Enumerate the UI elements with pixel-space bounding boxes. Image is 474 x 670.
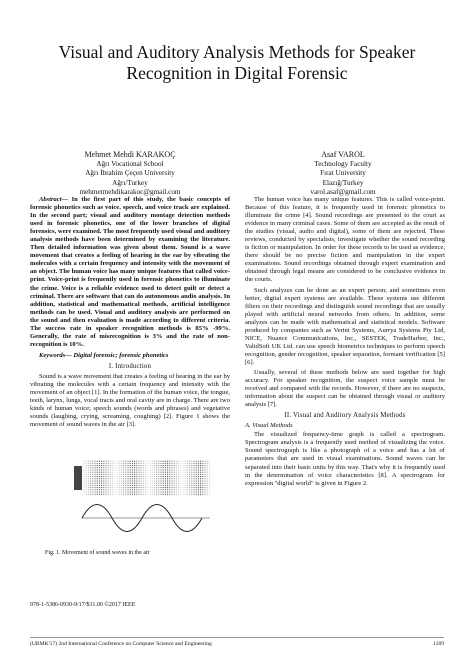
figure-caption: Fig. 1. Movement of sound waves in the air (45, 550, 150, 556)
body-paragraph: The visualized frequency-time graph is called a spectrogram. Spectrogram analysis is a frequently used method of visualizing the voice. Sound spectrograph is like a photograph of a voice and has a lot of parameters that are used in visual examinations. Sound waves can be separated into their basic units by this way. That's why it is frequently used in the determination of voice characteristics [8]. A spectrogram for expression "digital world" is given in Figure 2. (245, 431, 445, 487)
subsection-heading-visual: A. Visual Methods (245, 422, 293, 430)
keywords: Keywords— Digital forensic; forensic phonetics (39, 351, 169, 359)
body-paragraph: The human voice has many unique features. This is called voice-print. Because of this feature, it is frequently used in forensic phonetics to illuminate the crime [4]. Sound recordings are presented to the court as evidence in many criminal cases. Some of them are accepted as the result of the studies (visual, audio and digital), some of them are rejected. These reviews, conducted by specialists, investigate whether the sound recording is fiction or manipulation. In order for these records to be used as evidence, there should be no precise fiction and manipulation in the expert examinations. Sound recordings obtained through expert examination and obtained through legal means are considered to be conclusive evidence in the courts. (245, 196, 445, 284)
author-affiliation: Technology Faculty (314, 159, 372, 168)
conference-name: (UBMK'17) 2nd International Conference on Computer Science and Engineering (30, 641, 212, 647)
author-block-1 (30, 150, 230, 198)
author-affiliation: Ağrı İbrahim Çeçen University (85, 169, 175, 178)
author-block-2 (268, 150, 418, 198)
figure-sound-waves (72, 458, 212, 540)
author-location: Elazığ/Turkey (322, 178, 364, 187)
body-paragraph: Usually, several of these methods below are used together for high accuracy. For speaker recognition, the suspect voice sample must be received and compared with the records. However, if there are no suspects, information about the suspect can be obtained through visual or auditory analysis [7]. (245, 368, 445, 409)
speaker-source-icon (74, 466, 82, 490)
author-name: Mehmet Mehdi KARAKOÇ (84, 150, 176, 159)
author-location: Ağrı/Turkey (112, 178, 148, 187)
density-shading (82, 460, 210, 496)
section-heading-methods: II. Visual and Auditory Analysis Methods (284, 412, 406, 420)
section-heading-introduction: I. Introduction (108, 362, 152, 370)
footer-divider (30, 637, 444, 638)
copyright-notice: 978-1-5386-0930-9/17/$31.00 ©2017 IEEE (30, 602, 136, 608)
body-paragraph: Such analyzes can be done as an expert person; and sometimes even better, digital expert systems are available. These systems use different filters on their recordings and distinguish sound recordings that are usually played with artificial neural networks from others. In addition, some analyzes can be made with mathematical and statistical models. Software produced by companies such as Verint Systems, Aurrya Systems Pty Ltd, NICE, Nuance Communications, Inc., SESTEK, TradeHarbor, Inc., ValidSoft UK Ltd. can use speech biometrics techniques to perform speech recognition, gender recognition, speaker separation, formant verification [5] [6]. (245, 286, 445, 366)
introduction-paragraph: Sound is a wave movement that creates a feeling of hearing in the ear by vibrating the molecules with a certain frequency and intensity with the movement of an object [1]. In the formation of the human voice, the tongue, teeth, larynx, lungs, vocal tracts and oral cavity are in charge. There are two kinds of human voice; speech sounds (words and phrases) and vegetative sounds (laughing, crying, screaming, coughing) [2]. Figure 1 shows the movement of sound waves in the air [3]. (30, 372, 230, 429)
abstract (30, 196, 230, 349)
paper-title: Visual and Auditory Analysis Methods for Speaker Recognition in Digital Forensic (58, 42, 416, 83)
right-column (245, 196, 445, 488)
author-email: varol.asaf@gmail.com (310, 188, 376, 197)
page-number: 1189 (433, 641, 444, 647)
page-footer (30, 641, 444, 647)
author-affiliation: Ağrı Vocational School (96, 159, 164, 168)
author-name: Asaf VAROL (321, 150, 365, 159)
abstract-lead: Abstract— (39, 196, 69, 203)
author-email: mehmetmehdikarakoc@gmail.com (79, 188, 181, 197)
left-column (30, 196, 230, 429)
abstract-text: In the first part of this study, the basic concepts of forensic phonetics such as voice, speech, and voice track are explained. In the second part; visual and auditory montage detection methods used in forensic phonetics, one of the lower branches of digital forensics, were examined. The most frequently used visual and auditory analysis methods have been determined by examining the literature. Then detailed information was given about them. Sound is a wave movement that creates a feeling of hearing in the ear by vibrating the molecules with a certain frequency and intensity with the movement of an object. The human voice has many unique features that called voice-print. Voice-print is frequently used in forensic phonetics to illuminate the crime. Voice is a reliable evidence used to detect guilt or detect a criminal. There are software that can do autonomous audio analysis. In addition, statistical and mathematical methods, artificial intelligence methods can be used. Visual and auditory analysis are performed on the sound and then evaluation is made according to different criteria. The success rate in speaker recognition methods is 85% -99%. Generally, the rate of misrecognition is 3% and the rate of non-recognition is 10%. (30, 196, 230, 348)
author-affiliation: Fırat University (320, 169, 366, 178)
